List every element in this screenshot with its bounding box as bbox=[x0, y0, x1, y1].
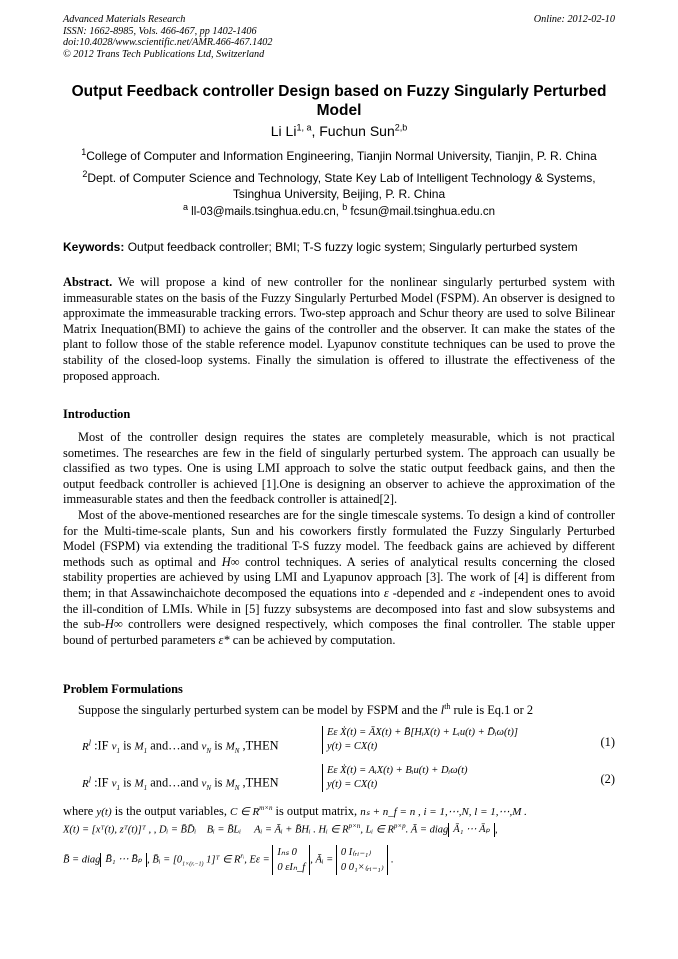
equation-2: $R^l$ :IF $v_1$ is $M_1$ and…and $v_N$ is $M_N$ ,THEN (2) bbox=[82, 772, 615, 793]
email-a-mark: a bbox=[182, 202, 188, 213]
email-b[interactable]: fcsun@mail.tsinghua.edu.cn bbox=[347, 206, 496, 218]
epsilon-star-symbol: ε* bbox=[218, 632, 230, 647]
eq2-m1: M bbox=[134, 777, 144, 790]
author-2-name: Fuchun Sun bbox=[319, 123, 395, 139]
email-b-mark: b bbox=[342, 202, 348, 213]
where-c: C ∈ R bbox=[230, 806, 260, 819]
title-line-2: Model bbox=[316, 102, 362, 119]
eq1-then: ,THEN bbox=[239, 738, 279, 753]
eq2-vn: v bbox=[201, 777, 207, 790]
epsilon-symbol-2: ε bbox=[469, 585, 475, 600]
affiliation-1 bbox=[63, 148, 615, 164]
where-c-sup: m×n bbox=[259, 804, 273, 812]
rule-index-sup: th bbox=[444, 701, 451, 711]
author-1-name: Li Li bbox=[270, 123, 297, 139]
where-text-1: is the output variables, bbox=[111, 804, 231, 819]
def-bi-sup: rᵢ bbox=[240, 851, 245, 860]
affiliation-2 bbox=[63, 170, 615, 202]
def-h-sup: p×n bbox=[348, 822, 361, 830]
intro-p2-text-d: -independent ones to avoid the ill-condition of LMIs. While in [5] fuzzy subsystems are decomposed into fast and slow subsystems and the sub- bbox=[63, 585, 615, 632]
def-d: , Dᵢ = B̄D̄ᵢ bbox=[153, 824, 197, 836]
issn-line: ISSN: 1662-8985, Vols. 466-467, pp 1402-1406 bbox=[63, 25, 257, 37]
author-list bbox=[63, 122, 615, 140]
def-e: , Eε = bbox=[244, 854, 270, 866]
affiliation-2-line-2: Tsinghua University, Beijing, P. R. China bbox=[232, 187, 446, 201]
eq2-is-2: is bbox=[211, 775, 226, 790]
def-abar: . Ā = diag bbox=[405, 824, 449, 836]
problem-p1-text-a: Suppose the singularly perturbed system can be model by FSPM and the bbox=[78, 703, 441, 717]
def-bbar: B̄ = diag bbox=[63, 854, 101, 866]
h-infinity-symbol-2: H∞ bbox=[104, 617, 123, 632]
eq2-rule-R: R bbox=[82, 777, 89, 790]
paper-title bbox=[63, 82, 615, 120]
def-x: X(t) = [xᵀ(t), zᵀ(t)]ᵀ , bbox=[63, 824, 152, 836]
where-y: y(t) bbox=[96, 806, 112, 819]
affiliation-2-mark: 2 bbox=[82, 169, 88, 179]
def-h: Hᵢ ∈ R bbox=[318, 824, 349, 836]
eq2-system-line-1: Eε Ẋ(t) = AᵢX(t) + Bᵢu(t) + Dᵢω(t) bbox=[327, 765, 468, 776]
abstract bbox=[63, 275, 615, 384]
def-bi: , B̄ᵢ = [0 bbox=[147, 854, 183, 866]
equation-1: $R^l$ :IF $v_1$ is $M_1$ and…and $v_N$ is $M_N$ ,THEN (1) bbox=[82, 735, 615, 756]
def-bi-end: 1]ᵀ ∈ R bbox=[203, 854, 241, 866]
eq1-system-line-1: Eε Ẋ(t) = ĀX(t) + B̄[HᵢX(t) + Lᵢu(t) + D̄ᵢω(t)] bbox=[327, 727, 518, 738]
def-abar-items: Ā₁ ⋯ Āₚ bbox=[448, 823, 495, 837]
email-a[interactable]: ll-03@mails.tsinghua.edu.cn, bbox=[187, 206, 343, 218]
matrix-e bbox=[272, 845, 310, 875]
eq2-system-line-2: y(t) = CX(t) bbox=[327, 779, 378, 790]
journal-header bbox=[63, 14, 615, 60]
eq2-rule-sup: l bbox=[88, 775, 91, 784]
intro-p2-text-c: -depended and bbox=[388, 585, 470, 600]
copyright-line: © 2012 Trans Tech Publications Ltd, Switzerland bbox=[63, 48, 265, 60]
intro-p2-text-a: Most of the above-mentioned researches are for the single timescale systems. To design a kind of controller for the Multi-time-scale plants, Sun and his coworkers firstly formulated the Fuzzy Singularly Perturbed Model (FSPM) via extending the traditional T-S fuzzy model. The feedback gains are achieved by different methods such as optimal and bbox=[63, 508, 615, 569]
intro-heading: Introduction bbox=[63, 407, 131, 421]
where-word: where bbox=[63, 804, 97, 819]
abstract-label: Abstract. bbox=[63, 275, 113, 289]
keywords-text: Output feedback controller; BMI; T-S fuzzy logic system; Singularly perturbed system bbox=[124, 240, 578, 254]
author-1-affil: 1, a bbox=[296, 122, 312, 133]
affiliation-2-line-1: Dept. of Computer Science and Technology, State Key Lab of Intelligent Technology & Systems, bbox=[87, 171, 596, 185]
eq1-number: (1) bbox=[600, 735, 615, 749]
doi-line: doi:10.4028/www.scientific.net/AMR.466-467.1402 bbox=[63, 37, 273, 49]
eq1-rule-sup: l bbox=[88, 738, 91, 747]
eq2-then: ,THEN bbox=[239, 775, 279, 790]
where-line bbox=[63, 801, 615, 820]
abstract-text: We will propose a kind of new controller for the nonlinear singularly perturbed system with immeasurable states on the basis of the Fuzzy Singularly Perturbed Model (FSPM). An observer is designed to approximate the immeasurable tracking errors. Two-step approach and Schur theory are used to solve Bilinear Matrix Inequation(BMI) to achieve the gains of the controller and the observer. It can make the states of the plant to follow those of the stable reference model. Lyapunov constitute techniques can be used to prove the stability of the closed-loop systems. Finally the simulation is offered to illustrate the effectiveness of the proposed approach. bbox=[63, 275, 615, 383]
intro-paragraph-2 bbox=[63, 508, 615, 648]
intro-p2-text-b: control techniques. A series of analytical results concerning the closed stability properties are achieved by using LMI and Lyapunov approach [3]. The work of [4] is different from them; in that Assawinchaichote decomposed the equations into bbox=[63, 554, 615, 600]
rule-index-l: l bbox=[440, 703, 445, 717]
journal-name: Advanced Materials Research bbox=[63, 14, 186, 25]
def-end: . bbox=[391, 854, 394, 866]
epsilon-symbol-1: ε bbox=[383, 585, 389, 600]
eq2-system bbox=[322, 764, 468, 792]
eq1-is-1: is bbox=[120, 738, 135, 753]
eq2-v1: v bbox=[111, 777, 117, 790]
where-text-2: is output matrix, bbox=[272, 804, 361, 819]
def-bbar-items: B̄₁ ⋯ B̄ₚ bbox=[100, 853, 147, 867]
eq1-is-2: is bbox=[211, 738, 226, 753]
defs-row-2 bbox=[63, 845, 394, 875]
def-b: Bᵢ = B̄Lᵢ bbox=[206, 824, 242, 836]
author-separator: , bbox=[311, 123, 320, 139]
matrix-ai-row-1: 0 I₍ᵣᵢ₋₁₎ bbox=[340, 847, 371, 858]
eq1-system bbox=[322, 726, 518, 754]
eq1-rule-R: R bbox=[82, 740, 89, 753]
matrix-e-row-2: 0 εIₙ_f bbox=[277, 862, 306, 873]
affiliation-1-mark: 1 bbox=[81, 147, 87, 157]
keywords bbox=[63, 240, 623, 255]
problem-paragraph-1 bbox=[63, 703, 615, 719]
matrix-e-row-1: Iₙₛ 0 bbox=[277, 847, 297, 858]
where-dims: nₛ + n_f = n , i = 1,⋯,N, l = 1,⋯,M . bbox=[360, 806, 527, 819]
problem-heading: Problem Formulations bbox=[63, 682, 183, 696]
eq1-v1: v bbox=[111, 740, 117, 753]
eq2-mn: M bbox=[225, 777, 235, 790]
matrix-ai-row-2: 0 0₁×₍ᵣᵢ₋₁₎ bbox=[340, 862, 384, 873]
eq1-vn: v bbox=[201, 740, 207, 753]
eq1-rule bbox=[82, 738, 91, 753]
intro-p2-text-f: can be achieved by computation. bbox=[229, 632, 396, 647]
def-l-sup: p×p bbox=[393, 822, 406, 830]
eq2-is-1: is bbox=[120, 775, 135, 790]
email-line bbox=[63, 202, 615, 220]
intro-paragraph-1: Most of the controller design requires the states are completely measurable, which is not practical sometimes. The researches are few in the field of singularly perturbed system. The approach can usually be classified as two types. One is using LMI approach to solve the static output feedback gains, and then the output feedback controller is achieved [1].One is designing an observer to achieve the approximation of the immeasurable states and then the feedback controller is attained[2]. bbox=[63, 430, 615, 507]
eq1-and: and…and bbox=[147, 738, 202, 753]
title-line-1: Output Feedback controller Design based on Fuzzy Singularly Perturbed bbox=[71, 83, 607, 100]
eq1-m1: M bbox=[134, 740, 144, 753]
eq2-and: and…and bbox=[147, 775, 202, 790]
def-bi-sub: 1×(rᵢ−1) bbox=[182, 861, 204, 868]
problem-p1-text-b: rule is Eq.1 or 2 bbox=[450, 703, 534, 717]
author-2-affil: 2,b bbox=[394, 122, 408, 133]
eq2-number: (2) bbox=[600, 772, 615, 786]
eq1-system-line-2: y(t) = CX(t) bbox=[327, 741, 378, 752]
eq2-rule bbox=[82, 775, 91, 790]
intro-p2-text-e: controllers were designed respectively, which composes the final controller. The stable upper bound of perturbed parameters bbox=[63, 617, 615, 647]
eq1-mn: M bbox=[225, 740, 235, 753]
online-date: Online: 2012-02-10 bbox=[533, 14, 615, 25]
affiliation-1-text: College of Computer and Information Engineering, Tianjin Normal University, Tianjin, P. R. China bbox=[86, 149, 597, 163]
matrix-ai bbox=[336, 845, 388, 875]
h-infinity-symbol: H∞ bbox=[221, 554, 240, 569]
defs-row-1: X(t) = [xᵀ(t), zᵀ(t)]ᵀ , , Dᵢ = B̄D̄ᵢ Bᵢ = B̄Lᵢ Aᵢ = Āᵢ + B̄Hᵢ . Hᵢ ∈ $R^{p\times n}$, Lᵢ ∈ $R^{p\times p}$. Ā = diag Ā₁ ⋯ Āₚ , bbox=[63, 822, 498, 836]
keywords-label: Keywords: bbox=[63, 240, 125, 254]
eq1-if: :IF bbox=[90, 738, 112, 753]
def-ai: , Āᵢ = bbox=[310, 854, 334, 866]
eq2-if: :IF bbox=[90, 775, 112, 790]
def-a: Aᵢ = Āᵢ + B̄Hᵢ . bbox=[254, 824, 316, 836]
def-l: , Lᵢ ∈ R bbox=[360, 824, 394, 836]
